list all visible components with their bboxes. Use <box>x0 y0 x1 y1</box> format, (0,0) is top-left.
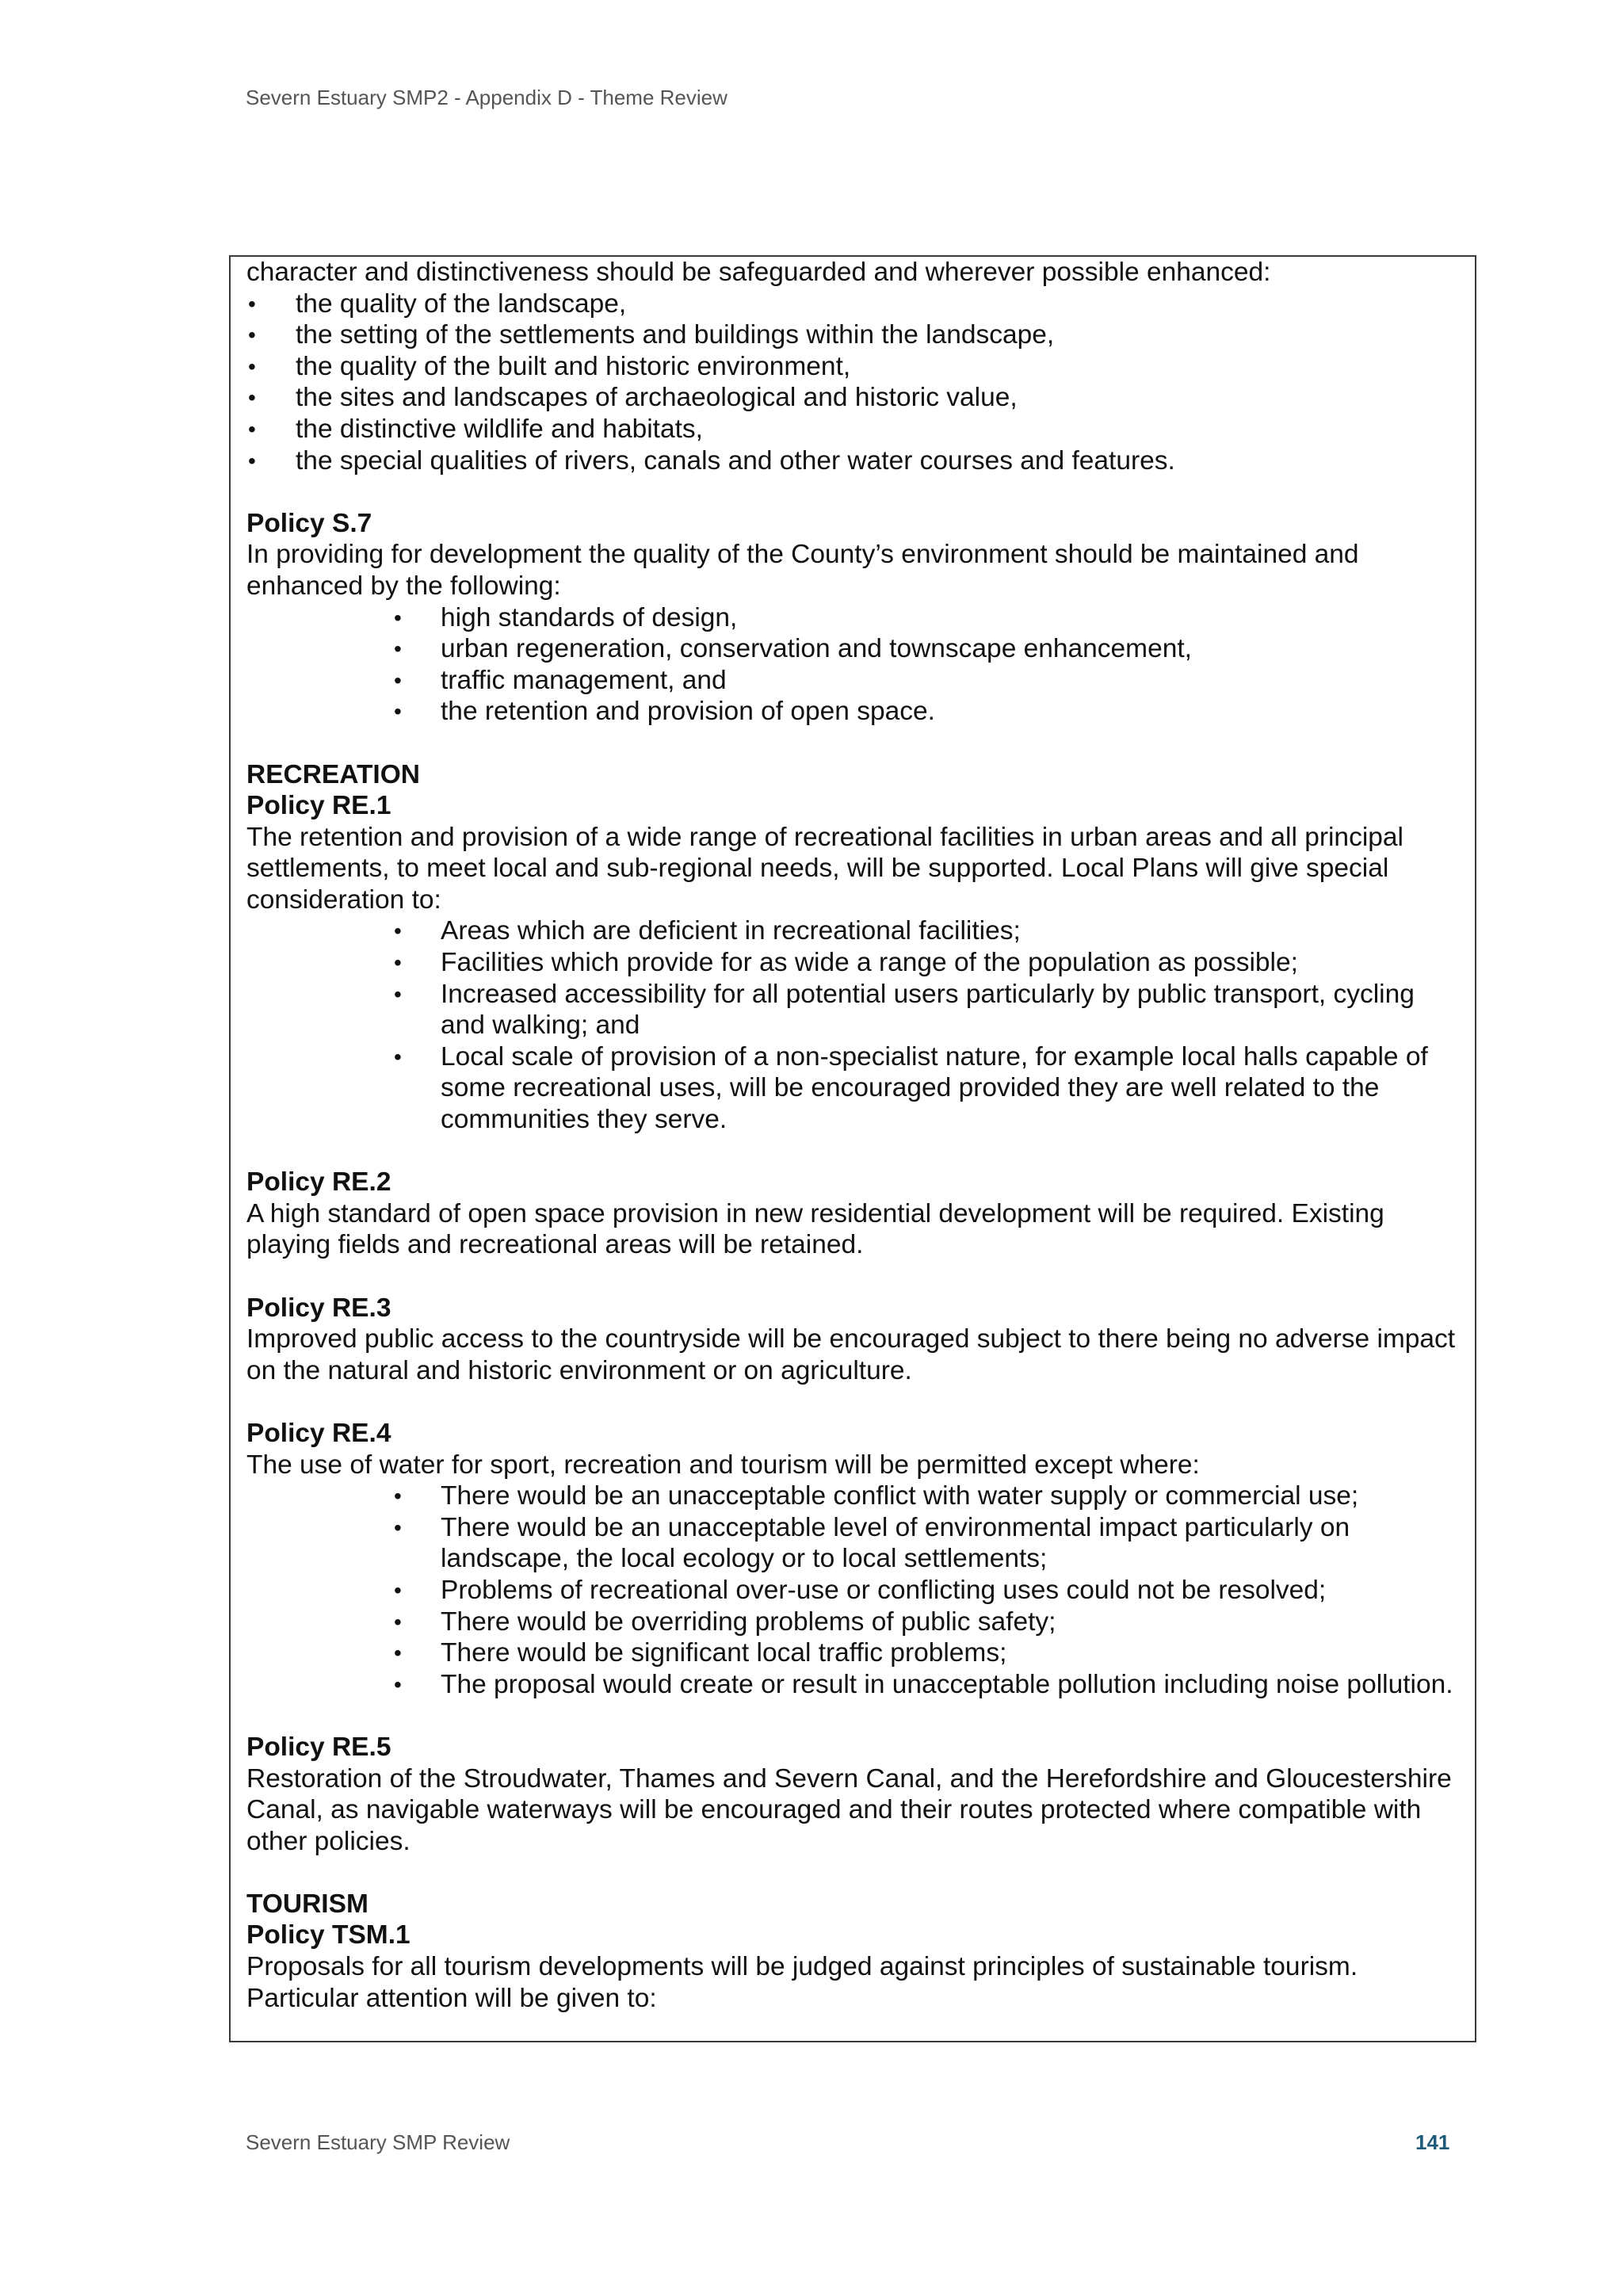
list-item: • the special qualities of rivers, canals and other water courses and features. <box>246 445 1459 477</box>
list-item: • There would be an unacceptable level of environmental impact particularly on landscape, the local ecology or to local settlements; <box>246 1512 1459 1575</box>
policy-re3-heading: Policy RE.3 <box>246 1293 391 1323</box>
list-item: • There would be an unacceptable conflict with water supply or commercial use; <box>246 1480 1459 1512</box>
running-header: Severn Estuary SMP2 - Appendix D - Theme Review <box>246 86 727 109</box>
list-item: • Increased accessibility for all potential users particularly by public transport, cycling and walking; and <box>246 979 1459 1041</box>
list-item: • high standards of design, <box>246 602 1459 634</box>
policy-re1-text: The retention and provision of a wide range of recreational facilities in urban areas and all principal settlements, to meet local and sub-regional needs, will be supported. Local Plans will give special consideration to: <box>246 822 1403 915</box>
policy-re4-heading: Policy RE.4 <box>246 1418 391 1448</box>
policy-s7-text: In providing for development the quality of the County’s environment should be maintained and enhanced by the following: <box>246 540 1359 601</box>
policy-re2-heading: Policy RE.2 <box>246 1167 391 1198</box>
policy-re5-text: Restoration of the Stroudwater, Thames and Severn Canal, and the Herefordshire and Gloucestershire Canal, as navigable waterways will be encouraged and their routes protected where compatible with other policies. <box>246 1763 1452 1856</box>
policy-re2-text: A high standard of open space provision in new residential development will be required. Existing playing fields and recreational areas will be retained. <box>246 1198 1384 1260</box>
list-item: • the sites and landscapes of archaeological and historic value, <box>246 382 1459 414</box>
list-item: • the quality of the built and historic environment, <box>246 351 1459 383</box>
policy-re5-heading: Policy RE.5 <box>246 1732 391 1762</box>
list-item: • Areas which are deficient in recreational facilities; <box>246 915 1459 947</box>
policy-s7-bullet-list <box>246 602 1459 728</box>
policy-re4-bullet-list <box>246 1480 1459 1700</box>
policy-s7-heading: Policy S.7 <box>246 508 372 538</box>
list-item: • the distinctive wildlife and habitats, <box>246 414 1459 445</box>
list-item: • the retention and provision of open space. <box>246 696 1459 728</box>
intro-line: character and distinctiveness should be safeguarded and wherever possible enhanced: <box>246 258 1271 287</box>
policy-re1-bullet-list <box>246 915 1459 1135</box>
policy-tsm1-text: Proposals for all tourism developments will be judged against principles of sustainable tourism. Particular attention will be given to: <box>246 1952 1358 2013</box>
list-item: • traffic management, and <box>246 665 1459 697</box>
page-number: 141 <box>1415 2130 1450 2154</box>
list-item: • Local scale of provision of a non-specialist nature, for example local halls capable of some recreational uses, will be encouraged provided they are well related to the communities they serve. <box>246 1041 1459 1136</box>
recreation-section-heading: RECREATION <box>246 759 420 789</box>
intro-bullet-list <box>246 288 1459 477</box>
list-item: • the setting of the settlements and buildings within the landscape, <box>246 319 1459 351</box>
policy-re1-heading: Policy RE.1 <box>246 791 391 821</box>
policy-tsm1-heading: Policy TSM.1 <box>246 1920 411 1950</box>
policy-content-box <box>229 255 1476 2042</box>
tourism-section-heading: TOURISM <box>246 1889 369 1919</box>
list-item: • the quality of the landscape, <box>246 288 1459 320</box>
policy-re3-text: Improved public access to the countryside will be encouraged subject to there being no adverse impact on the natural and historic environment or on agriculture. <box>246 1324 1456 1385</box>
list-item: • There would be overriding problems of public safety; <box>246 1606 1459 1638</box>
list-item: • The proposal would create or result in unacceptable pollution including noise pollution. <box>246 1669 1459 1701</box>
list-item: • urban regeneration, conservation and townscape enhancement, <box>246 633 1459 665</box>
list-item: • Facilities which provide for as wide a range of the population as possible; <box>246 947 1459 979</box>
policy-re4-text: The use of water for sport, recreation and tourism will be permitted except where: <box>246 1450 1200 1480</box>
list-item: • There would be significant local traffic problems; <box>246 1637 1459 1669</box>
footer-document-title: Severn Estuary SMP Review <box>246 2130 510 2154</box>
list-item: • Problems of recreational over-use or conflicting uses could not be resolved; <box>246 1575 1459 1606</box>
